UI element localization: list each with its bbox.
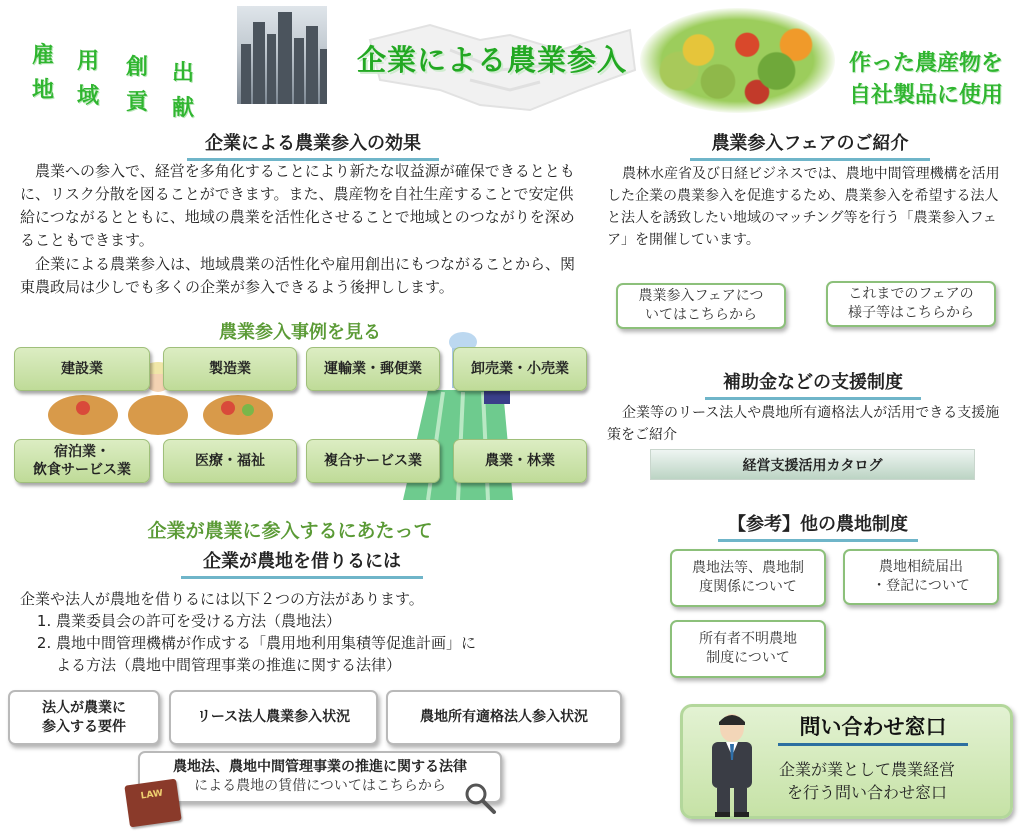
entry-methods-list <box>38 610 598 676</box>
entry-heading: 企業が農業に参入するにあたって <box>147 520 433 542</box>
header-tagline: 作った農産物を 自社製品に使用 <box>848 51 1003 108</box>
fair-heading: 農業参入フェアのご紹介 <box>690 129 930 161</box>
inheritance-registration-button[interactable]: 農地相続届出 ・登記について <box>843 549 999 605</box>
header-column-1: 雇 地 <box>31 43 54 103</box>
case-medical-welfare-button[interactable]: 医療・福祉 <box>163 439 297 483</box>
case-manufacturing-button[interactable]: 製造業 <box>163 347 297 391</box>
cases-heading: 農業参入事例を見る <box>219 322 381 343</box>
case-transport-postal-button[interactable]: 運輸業・郵便業 <box>306 347 440 391</box>
case-combined-services-button[interactable]: 複合サービス業 <box>306 439 440 483</box>
other-systems-heading: 【参考】他の農地制度 <box>718 510 918 542</box>
city-skyline-image <box>237 6 327 104</box>
subsidy-heading: 補助金などの支援制度 <box>705 368 921 400</box>
effects-paragraph-2: 企業による農業参入は、地域農業の活性化や雇用創出にもつながることから、関東農政局は少しでも多くの企業が参入できるよう後押しします。 <box>20 255 576 296</box>
magnifier-icon <box>463 781 497 815</box>
header-column-4: 出 献 <box>171 61 194 121</box>
unknown-owner-farmland-button[interactable]: 所有者不明農地 制度について <box>670 620 826 678</box>
page-title: 企業による農業参入 <box>356 43 627 77</box>
effects-paragraph-1: 農業への参入で、経営を多角化することにより新たな収益源が確保できるとともに、リスク分散を図ることができます。また、農産物を自社生産することで安定供給につながるとともに、地域の農業を活性化させることで地域とのつながりを深めることもできます。 <box>20 162 575 249</box>
header-column-3: 創 貢 <box>125 55 148 115</box>
entry-subheading: 企業が農地を借りるには <box>181 547 423 579</box>
case-agriculture-forestry-button[interactable]: 農業・林業 <box>453 439 587 483</box>
qualified-corporation-status-button[interactable]: 農地所有適格法人参入状況 <box>386 690 622 745</box>
contact-description: 企業が業として農業経営 を行う問い合わせ窓口 <box>778 760 955 802</box>
businessman-icon <box>704 712 760 818</box>
vegetables-image <box>640 8 835 113</box>
effects-heading: 企業による農業参入の効果 <box>187 129 439 161</box>
case-construction-button[interactable]: 建設業 <box>14 347 150 391</box>
fair-past-events-button[interactable]: これまでのフェアの 様子等はこちらから <box>826 281 996 327</box>
farmland-law-related-button[interactable]: 農地法等、農地制 度関係について <box>670 549 826 607</box>
farmland-law-lease-button[interactable]: 農地法、農地中間管理事業の推進に関する法律 による農地の賃借についてはこちらから <box>138 751 502 803</box>
entry-method-2: 2. 農地中間管理機構が作成する「農用地利用集積等促進計画」に よる方法（農地中間管理事業の推進に関する法律） <box>56 632 598 676</box>
lease-corporation-status-button[interactable]: リース法人農業参入状況 <box>169 690 378 745</box>
law-book-icon: LAW <box>124 779 181 828</box>
subsidy-paragraph: 企業等のリース法人や農地所有適格法人が活用できる支援施策をご紹介 <box>607 405 1000 443</box>
fair-paragraph: 農林水産省及び日経ビジネスでは、農地中間管理機構を活用した企業の農業参入を促進するため、農業参入を希望する法人と法人を誘致したい地域のマッチング等を行う「農業参入フェア」を開催しています。 <box>607 166 1000 248</box>
header-column-2: 用 域 <box>76 49 99 109</box>
support-catalog-link[interactable]: 経営支援活用カタログ <box>650 449 975 480</box>
contact-title: 問い合わせ窓口 <box>778 711 968 746</box>
case-wholesale-retail-button[interactable]: 卸売業・小売業 <box>453 347 587 391</box>
entry-intro: 企業や法人が農地を借りるには以下２つの方法があります。 <box>20 590 424 608</box>
entry-method-1: 1. 農業委員会の許可を受ける方法（農地法） <box>56 610 598 632</box>
case-lodging-food-button[interactable]: 宿泊業・ 飲食サービス業 <box>14 439 150 483</box>
fair-about-button[interactable]: 農業参入フェアにつ いてはこちらから <box>616 283 786 329</box>
requirements-button[interactable]: 法人が農業に 参入する要件 <box>8 690 160 745</box>
